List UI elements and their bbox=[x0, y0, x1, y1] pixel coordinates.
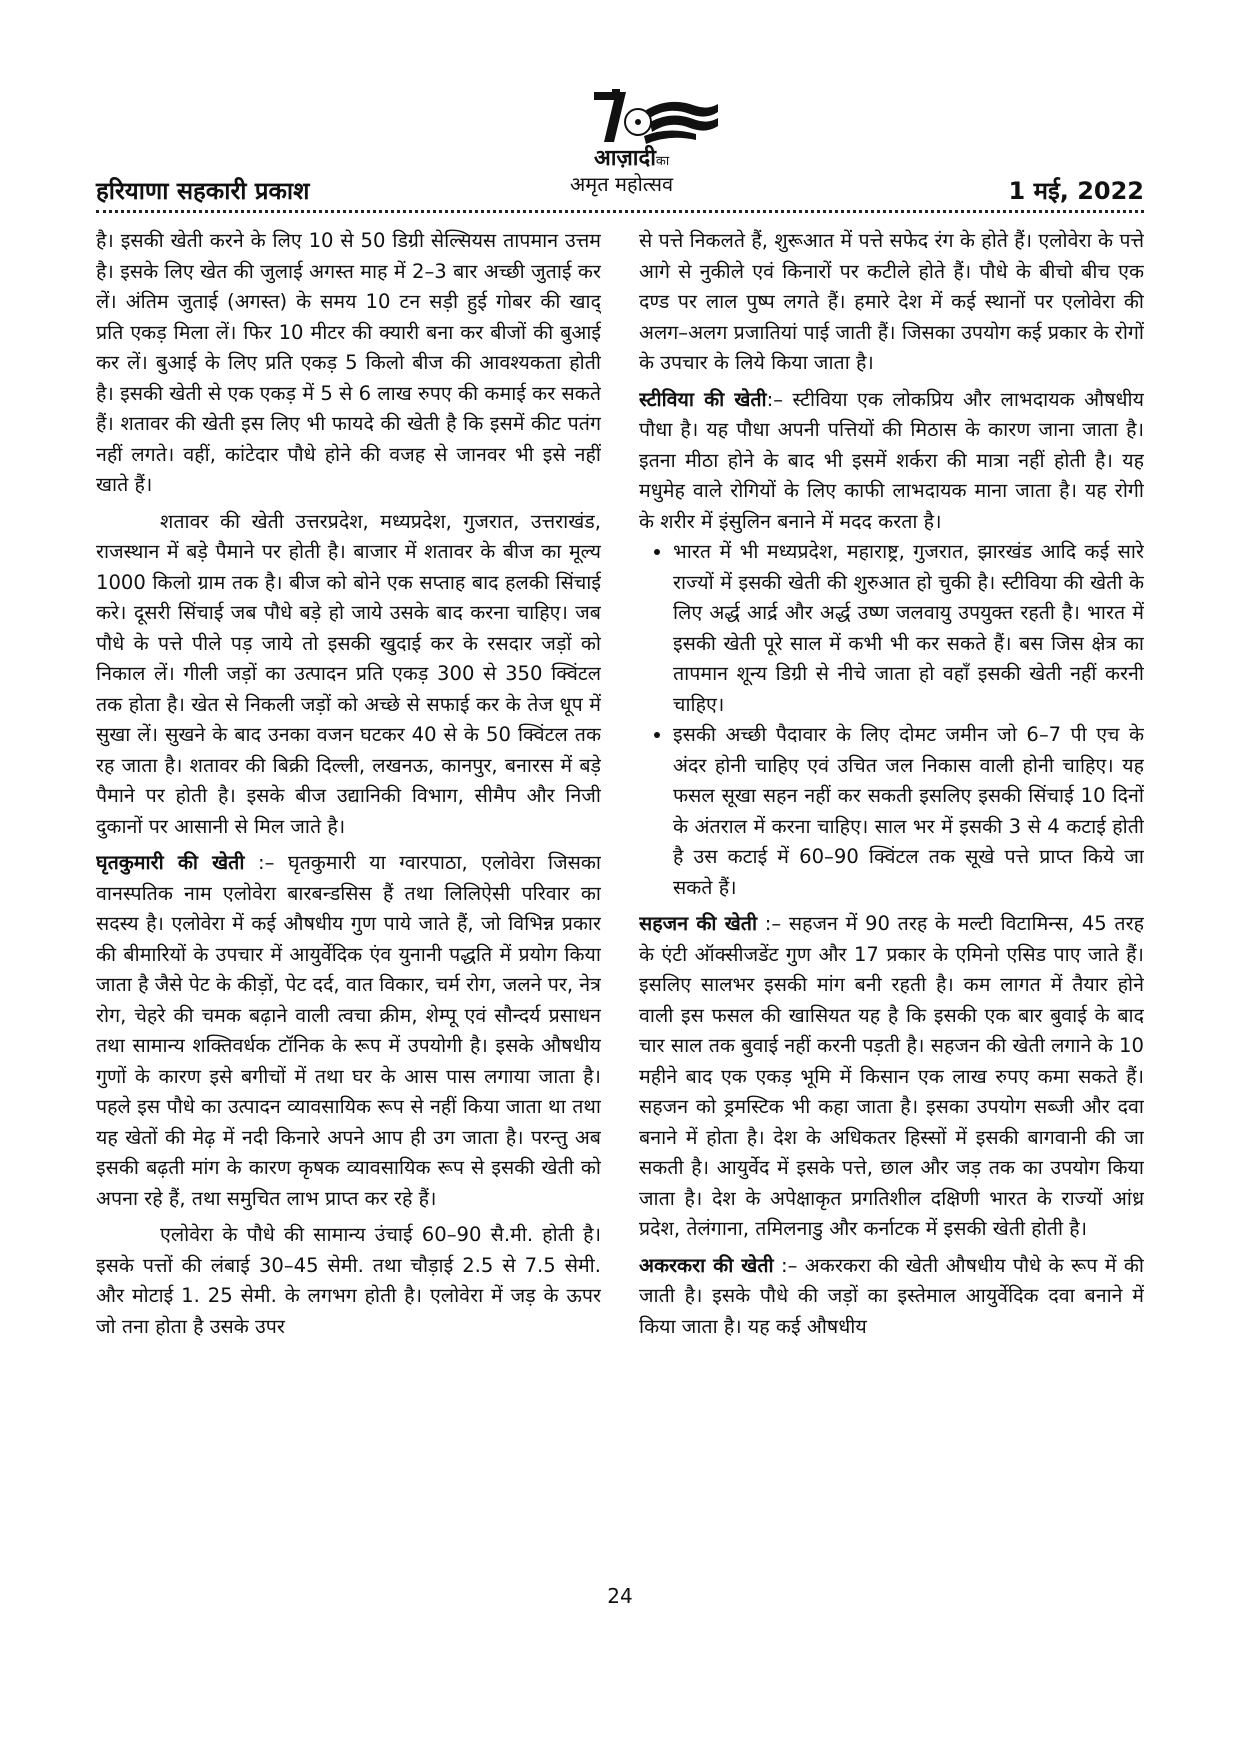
list-item: • भारत में भी मध्यप्रदेश, महाराष्ट्र, गुजरात, झारखंड आदि कई सारे राज्यों में इसकी खेती की शुरुआत हो चुकी है। स्टीविया की खेती के लिए अर्द्ध आर्द्र और अर्द्ध उष्ण जलवायु उपयुक्त रहती है। भारत में इसकी खेती पूरे साल में कभी भी कर सकते हैं। बस जिस क्षेत्र का तापमान शून्य डिग्री से नीचे जाता हो वहाँ इसकी खेती नहीं करनी चाहिए। bbox=[673, 537, 1144, 720]
subheading-ghritkumari: घृतकुमारी की खेती bbox=[96, 851, 245, 874]
right-column bbox=[639, 226, 1144, 1556]
paragraph-aloevera-1 bbox=[96, 848, 601, 1214]
subheading-akarkara: अकरकरा की खेती bbox=[639, 1253, 774, 1277]
issue-date: 1 मई, 2022 bbox=[1008, 177, 1144, 205]
paragraph-aloevera-1-text: :– घृतकुमारी या ग्वारपाठा, एलोवेरा जिसका वानस्पतिक नाम एलोवेरा बारबन्डसिस हैं तथा लिलिऐसी परिवार का सदस्य है। एलोवेरा में कई औषधीय गुण पाये जाते हैं, जो विभिन्न प्रकार की बीमारियों के उपचार में आयुर्वेदिक एंव युनानी पद्धति में प्रयोग किया जाता है जैसे पेट के कीड़ों, पेट दर्द, वात विकार, चर्म रोग, जलने पर, नेत्र रोग, चेहरे की चमक बढ़ाने वाली त्वचा क्रीम, शेम्पू एवं सौन्दर्य प्रसाधन तथा सामान्य शक्तिवर्धक टॉनिक के रूप में उपयोगी है। इसके औषधीय गुणों के कारण इसे बगीचों में तथा घर के आस पास लगाया जाता है। पहले इस पौधे का उत्पादन व्यावसायिक रूप से नहीं किया जाता था तथा यह खेतों की मेढ़ में नदी किनारे अपने आप ही उग जाता है। परन्तु अब इसकी बढ़ती मांग के कारण कृषक व्यावसायिक रूप से इसकी खेती को अपना रहे हैं, तथा समुचित लाभ प्राप्त कर रहे हैं। bbox=[96, 851, 601, 1210]
subheading-sahjan: सहजन की खेती bbox=[639, 912, 758, 935]
logo-ka-text: का bbox=[655, 154, 670, 169]
page-header bbox=[96, 88, 1144, 210]
logo-amrit-mahotsav-text: अमृत महोत्सव bbox=[570, 172, 674, 196]
publication-title: हरियाणा सहकारी प्रकाश bbox=[96, 177, 310, 205]
paragraph-aloevera-2: एलोवेरा के पौधे की सामान्य उंचाई 60–90 सै.मी. होती है। इसके पत्तों की लंबाई 30–45 सेमी. तथा चौड़ाई 2.5 से 7.5 सेमी. और मोटाई 1. 25 सेमी. के लगभग होती है। एलोवेरा में जड़ के ऊपर जो तना होता है उसके उपर bbox=[96, 1223, 601, 1338]
paragraph-sahjan bbox=[639, 909, 1144, 1245]
paragraph-akarkara bbox=[639, 1251, 1144, 1343]
header-divider bbox=[96, 210, 1144, 213]
paragraph-shatavar-2: शतावर की खेती उत्तरप्रदेश, मध्यप्रदेश, गुजरात, उत्तराखंड, राजस्थान में बड़े पैमाने पर होती है। बाजार में शतावर के बीज का मूल्य 1000 किलो ग्राम तक है। बीज को बोने एक सप्ताह बाद हलकी सिंचाई करे। दूसरी सिंचाई जब पौधे बड़े हो जाये उसके बाद करना चाहिए। जब पौधे के पत्ते पीले पड़ जाये तो इसकी खुदाई कर के रसदार जड़ों को निकाल लें। गीली जड़ों का उत्पादन प्रति एकड़ 300 से 350 क्विंटल तक होता है। खेत से निकली जड़ों को अच्छे से सफाई कर के तेज धूप में सुखा लें। सुखने के बाद उनका वजन घटकर 40 से के 50 क्विंटल तक रह जाता है। शतावर की बिक्री दिल्ली, लखनऊ, कानपुर, बनारस में बड़े पैमाने पर होती है। इसके बीज उद्यानिकी विभाग, सीमैप और निजी दुकानों पर आसानी से मिल जाते है। bbox=[96, 509, 601, 838]
list-item: • इसकी अच्छी पैदावार के लिए दोमट जमीन जो 6–7 पी एच के अंदर होनी चाहिए एवं उचित जल निकास वाली होनी चाहिए। यह फसल सूखा सहन नहीं कर सकती इसलिए इसकी सिंचाई 10 दिनों के अंतराल में करना चाहिए। साल भर में इसकी 3 से 4 कटाई होती है उस कटाई में 60–90 क्विंटल तक सूखे पत्ते प्राप्त किये जा सकते हैं। bbox=[673, 720, 1144, 903]
paragraph-shatavar-1: है। इसकी खेती करने के लिए 10 से 50 डिग्री सेल्सियस तापमान उत्तम है। इसके लिए खेत की जुलाई अगस्त माह में 2–3 बार अच्छी जुताई कर लें। अंतिम जुताई (अगस्त) के समय 10 टन सड़ी हुई गोबर की खाद् प्रति एकड़ मिला लें। फिर 10 मीटर की क्यारी बना कर बीजों की बुआई कर लें। बुआई के लिए प्रति एकड़ 5 किलो बीज की आवश्यकता होती है। इसकी खेती से एक एकड़ में 5 से 6 लाख रुपए की कमाई कर सकते हैं। शतावर की खेती इस लिए भी फायदे की खेती है कि इसमें कीट पतंग नहीं लगते। वहीं, कांटेदार पौधे होने की वजह से जानवर भी इसे नहीं खाते हैं। bbox=[96, 229, 601, 496]
left-column bbox=[96, 226, 601, 1556]
paragraph-stevia-text: :– स्टीविया एक लोकप्रिय और लाभदायक औषधीय पौधा है। यह पौधा अपनी पत्तियों की मिठास के कारण जाना जाता है। इतना मीठा होने के बाद भी इसमें शर्करा की मात्रा नहीं होती है। यह मधुमेह वाले रोगियों के लिए काफी लाभदायक माना जाता है। यह रोगी के शरीर में इंसुलिन बनाने में मदद करता है। bbox=[639, 387, 1144, 533]
flag-75-emblem bbox=[550, 88, 720, 148]
paragraph-sahjan-text: :– सहजन में 90 तरह के मल्टी विटामिन्स, 45 तरह के एंटी ऑक्सीजडेंट गुण और 17 प्रकार के एमिनो एसिड पाए जाते हैं। इसलिए सालभर इसकी मांग बनी रहती है। कम लागत में तैयार होने वाली इस फसल की खासियत यह है कि इसकी एक बार बुवाई के बाद चार साल तक बुवाई नहीं करनी पड़ती है। सहजन की खेती लगाने के 10 महीने बाद एक एकड़ भूमि में किसान एक लाख रुपए कमा सकते हैं। सहजन को ड्रमस्टिक भी कहा जाता है। इसका उपयोग सब्जी और दवा बनाने में होता है। देश के अधिकतर हिस्सों में इसकी बागवानी की जा सकती है। आयुर्वेद में इसके पत्ते, छाल और जड़ तक का उपयोग किया जाता है। देश के अपेक्षाकृत प्रगतिशील दक्षिणी भारत के राज्यों आंध्र प्रदेश, तेलंगाना, तमिलनाडु और कर्नाटक में इसकी खेती होती है। bbox=[639, 912, 1144, 1240]
paragraph-stevia bbox=[639, 385, 1144, 538]
page-number: 24 bbox=[607, 1584, 633, 1608]
azadi-ka-amrit-mahotsav-logo bbox=[536, 88, 736, 206]
paragraph-aloevera-3: से पत्ते निकलते हैं, शुरूआत में पत्ते सफेद रंग के होते हैं। एलोवेरा के पत्ते आगे से नुकीले एवं किनारों पर कटीले होते हैं। पौधे के बीचो बीच एक दण्ड पर लाल पुष्प लगते हैं। हमारे देश में कई स्थानों पर एलोवेरा की अलग–अलग प्रजातियां पाई जाती हैं। जिसका उपयोग कई प्रकार के रोगों के उपचार के लिये किया जाता है। bbox=[639, 229, 1144, 374]
logo-azadi-text: आज़ादी bbox=[594, 146, 656, 171]
paragraph-akarkara-text: :– अकरकरा की खेती औषधीय पौधे के रूप में की जाती है। इसके पौधे की जड़ों का इस्तेमाल आयुर्वेदिक दवा बनाने में किया जाता है। यह कई औषधीय bbox=[639, 1253, 1144, 1338]
stevia-bullet-list bbox=[639, 537, 1144, 903]
subheading-stevia: स्टीविया की खेती bbox=[639, 387, 767, 411]
